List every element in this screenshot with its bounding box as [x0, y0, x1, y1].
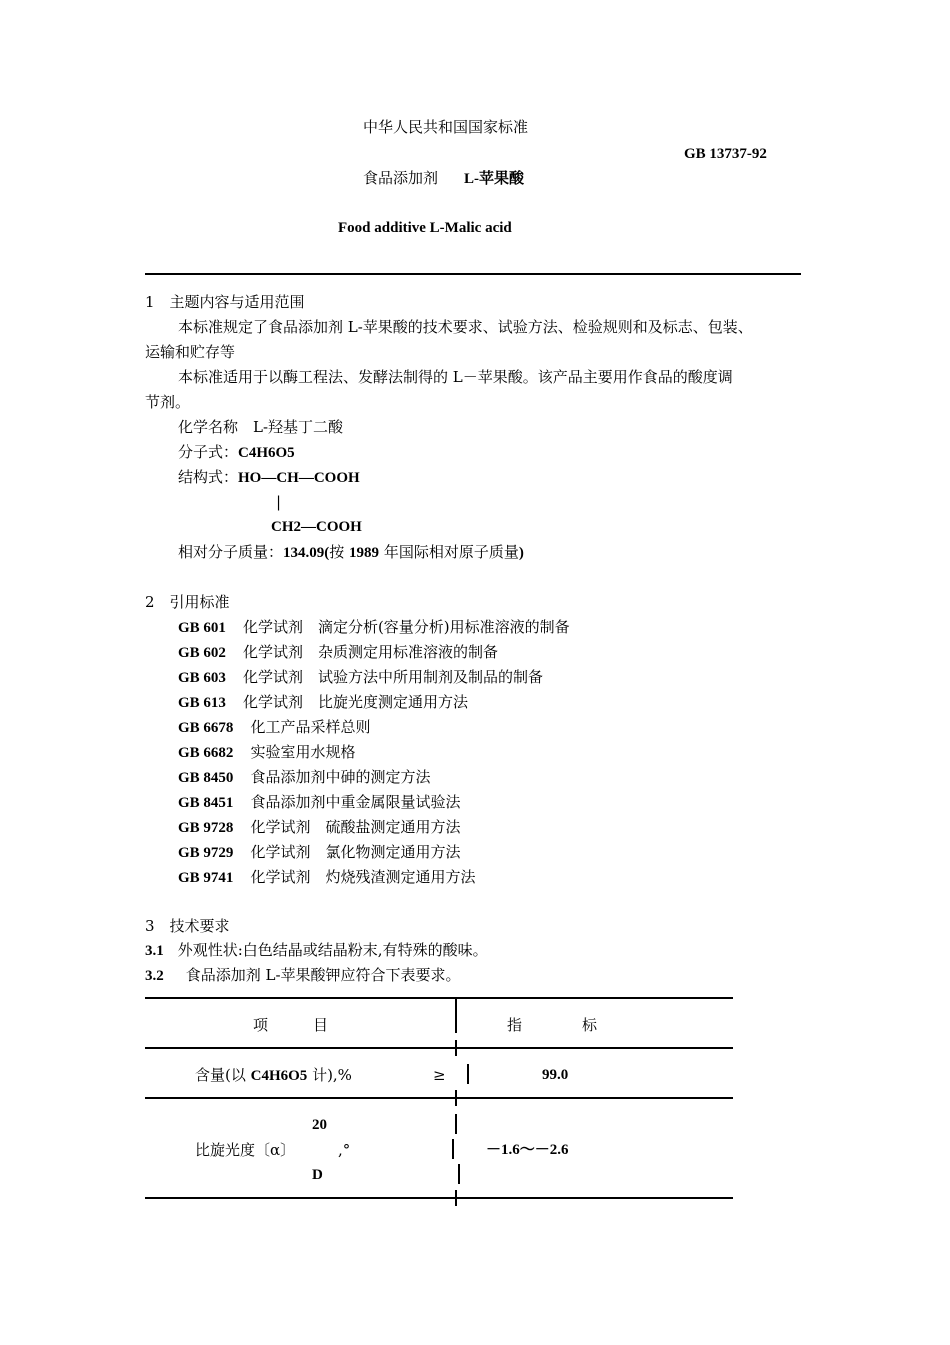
row-rotation-value: －1.6～－2.6 — [486, 1142, 569, 1158]
section1-para2-line2: 节剂。 — [145, 393, 191, 411]
table-header-rule — [145, 1047, 733, 1049]
row-content-item-b: C4H6O5 — [250, 1068, 308, 1084]
clause-3-1-number: 3.1 — [145, 943, 164, 959]
table-row-rule — [145, 1097, 733, 1099]
row-content-sign: ≥ — [433, 1066, 446, 1084]
row-content-item-a: 含量(以 — [195, 1066, 251, 1084]
reference-code: GB 8451 — [178, 795, 234, 811]
title-cn-prefix: 食品添加剂 — [363, 169, 439, 187]
reference-title: 化工产品采样总则 — [250, 718, 371, 736]
formula-value: C4H6O5 — [238, 445, 295, 461]
reference-item — [178, 642, 498, 663]
mass-value: 134.09( — [283, 545, 330, 561]
reference-code: GB 601 — [178, 620, 226, 636]
table-top-rule — [145, 997, 733, 999]
reference-code: GB 9729 — [178, 845, 234, 861]
reference-item — [178, 867, 475, 888]
struct-label: 结构式： — [178, 468, 239, 486]
reference-code: GB 9728 — [178, 820, 234, 836]
row-rotation-unit: ,° — [338, 1141, 351, 1159]
clause-3-1 — [145, 940, 488, 961]
formula-label: 分子式： — [178, 443, 239, 461]
title-cn-name: L-苹果酸 — [464, 171, 525, 187]
table-column-divider — [455, 1190, 457, 1206]
reference-title: 化学试剂 硫酸盐测定通用方法 — [250, 818, 461, 836]
mass-mid2: 年国际相对原子质量 — [379, 543, 519, 561]
reference-code: GB 6678 — [178, 720, 234, 736]
reference-item — [178, 692, 468, 713]
mass-year: 1989 — [349, 545, 380, 561]
table-column-divider — [455, 997, 457, 1033]
row-content-value: 99.0 — [542, 1067, 569, 1083]
reference-title: 实验室用水规格 — [250, 743, 356, 761]
reference-code: GB 8450 — [178, 770, 234, 786]
section2-heading: 2 引用标准 — [145, 593, 230, 611]
table-column-divider — [452, 1139, 454, 1159]
issuing-authority: 中华人民共和国国家标准 — [363, 118, 529, 136]
title-cn — [363, 168, 524, 189]
row-rotation-subscript: D — [312, 1167, 323, 1183]
table-header-item: 项 目 — [253, 1016, 329, 1034]
reference-code: GB 613 — [178, 695, 226, 711]
header-divider — [145, 273, 801, 275]
row-rotation-item: 比旋光度〔α〕 — [195, 1141, 296, 1159]
table-column-divider — [458, 1164, 460, 1184]
reference-item — [178, 617, 570, 638]
reference-item — [178, 667, 543, 688]
reference-title: 化学试剂 杂质测定用标准溶液的制备 — [242, 643, 498, 661]
reference-code: GB 602 — [178, 645, 226, 661]
row-content-item — [195, 1065, 352, 1086]
reference-item — [178, 792, 460, 813]
section1-para2-line1: 本标准适用于以酶工程法、发酵法制得的 L－苹果酸。该产品主要用作食品的酸度调 — [178, 368, 733, 386]
reference-code: GB 6682 — [178, 745, 234, 761]
section3-heading: 3 技术要求 — [145, 917, 230, 935]
standard-code: GB 13737-92 — [684, 146, 767, 162]
row-rotation-superscript: 20 — [312, 1117, 327, 1133]
table-column-divider — [467, 1064, 469, 1084]
reference-title: 化学试剂 比旋光度测定通用方法 — [242, 693, 468, 711]
table-bottom-rule — [145, 1197, 733, 1199]
reference-title: 化学试剂 试验方法中所用制剂及制品的制备 — [242, 668, 543, 686]
reference-title: 化学试剂 滴定分析(容量分析)用标准溶液的制备 — [242, 618, 570, 636]
mass-label: 相对分子质量： — [178, 543, 284, 561]
table-column-divider — [455, 1040, 457, 1056]
molecular-mass — [178, 542, 524, 563]
reference-code: GB 603 — [178, 670, 226, 686]
section1-para1-line1: 本标准规定了食品添加剂 L-苹果酸的技术要求、试验方法、检验规则和及标志、包装、 — [178, 318, 753, 336]
reference-item — [178, 817, 460, 838]
clause-3-2-number: 3.2 — [145, 968, 164, 984]
chemical-name: 化学名称 L-羟基丁二酸 — [178, 418, 344, 436]
table-header-index: 指 标 — [507, 1016, 598, 1034]
structural-formula — [178, 467, 360, 488]
section1-heading: 1 主题内容与适用范围 — [145, 293, 305, 311]
reference-item — [178, 717, 370, 738]
reference-item — [178, 767, 430, 788]
title-en: Food additive L-Malic acid — [338, 220, 512, 236]
reference-title: 食品添加剂中砷的测定方法 — [250, 768, 431, 786]
reference-item — [178, 742, 355, 763]
mass-close: ) — [518, 545, 524, 561]
mass-mid1: 按 — [329, 543, 350, 561]
section1-para1-line2: 运输和贮存等 — [145, 343, 236, 361]
molecular-formula — [178, 442, 295, 463]
clause-3-2-text: 食品添加剂 L-苹果酸钾应符合下表要求。 — [185, 966, 461, 984]
clause-3-2 — [145, 965, 461, 986]
reference-code: GB 9741 — [178, 870, 234, 886]
struct-bar: | — [276, 493, 282, 511]
struct-line1: HO—CH—COOH — [238, 470, 360, 486]
reference-title: 化学试剂 氯化物测定通用方法 — [250, 843, 461, 861]
struct-line2: CH2—COOH — [271, 519, 362, 535]
reference-title: 化学试剂 灼烧残渣测定通用方法 — [250, 868, 476, 886]
reference-item — [178, 842, 460, 863]
clause-3-1-text: 外观性状:白色结晶或结晶粉末,有特殊的酸味。 — [177, 941, 488, 959]
table-column-divider — [455, 1114, 457, 1134]
row-content-item-c: 计),% — [307, 1066, 352, 1084]
reference-title: 食品添加剂中重金属限量试验法 — [250, 793, 461, 811]
table-column-divider — [455, 1090, 457, 1106]
